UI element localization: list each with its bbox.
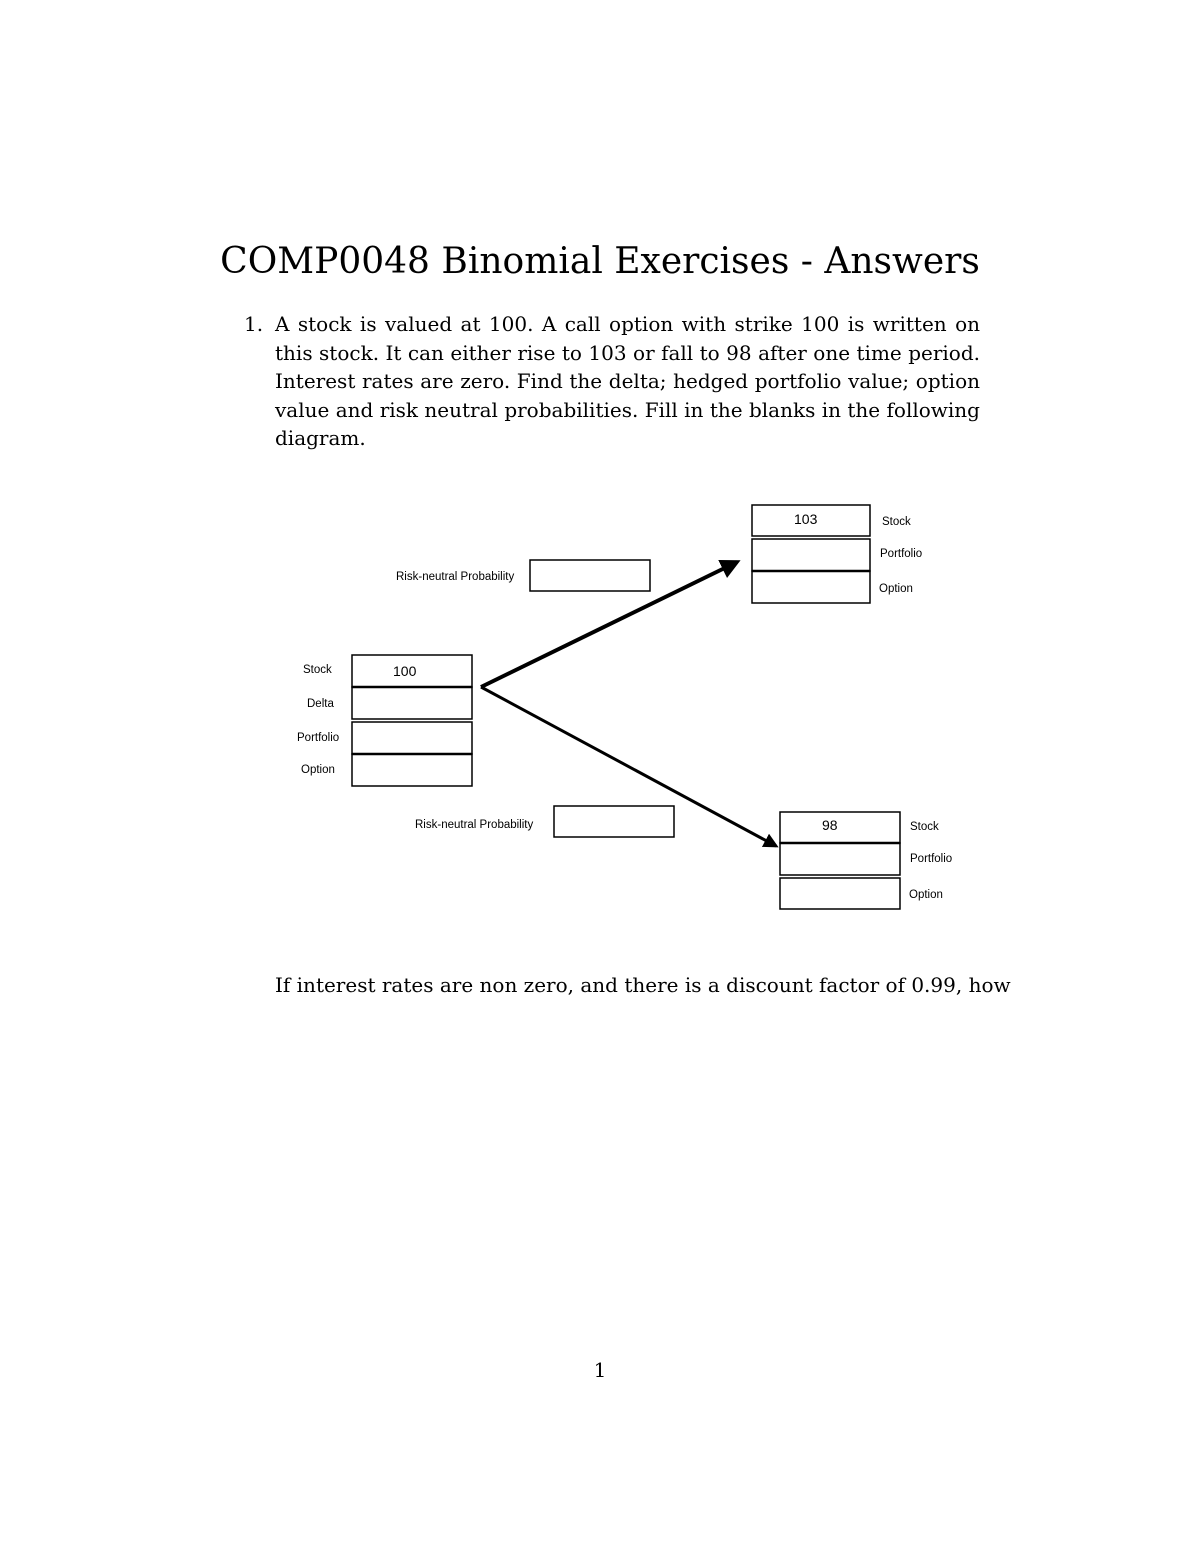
up-probability-label: Risk-neutral Probability — [396, 571, 515, 583]
down-stock-label: Stock — [910, 821, 939, 833]
root-portfolio-box[interactable] — [352, 722, 472, 754]
up-portfolio-label: Portfolio — [880, 548, 923, 560]
up-option-label: Option — [879, 583, 913, 595]
up-stock-label: Stock — [882, 516, 911, 528]
question-number: 1. — [244, 312, 264, 336]
up-node — [752, 505, 922, 603]
root-stock-value: 100 — [393, 663, 417, 679]
down-portfolio-label: Portfolio — [910, 853, 953, 865]
root-option-label: Option — [301, 764, 335, 776]
down-node — [780, 812, 952, 909]
up-probability-box[interactable] — [530, 560, 650, 591]
down-probability — [415, 806, 674, 837]
page-number: 1 — [593, 1358, 607, 1382]
followup-text: If interest rates are non zero, and there is a discount factor of 0.99, how — [275, 973, 1011, 997]
root-option-box[interactable] — [352, 754, 472, 786]
up-probability — [396, 560, 650, 591]
down-option-label: Option — [909, 889, 943, 901]
down-portfolio-box[interactable] — [780, 843, 900, 875]
down-option-box[interactable] — [780, 878, 900, 909]
down-probability-label: Risk-neutral Probability — [415, 819, 534, 831]
up-stock-value: 103 — [794, 511, 818, 527]
root-node — [297, 655, 472, 786]
root-delta-label: Delta — [307, 698, 334, 710]
down-stock-box — [780, 812, 900, 843]
root-delta-box[interactable] — [352, 687, 472, 719]
question-text: A stock is valued at 100. A call option with strike 100 is written on this stock. It can either rise to 103 or fall to 98 after one time period. Interest rates are zero. Find the delta; hedged portfolio value; option value and risk neutral probabilities. Fill in the blanks in the following diagram. — [275, 312, 980, 450]
up-portfolio-box[interactable] — [752, 539, 870, 571]
page-title: COMP0048 Binomial Exercises - Answers — [220, 241, 980, 282]
down-probability-box[interactable] — [554, 806, 674, 837]
root-portfolio-label: Portfolio — [297, 732, 340, 744]
root-stock-label: Stock — [303, 664, 332, 676]
down-stock-value: 98 — [822, 817, 838, 833]
up-option-box[interactable] — [752, 571, 870, 603]
